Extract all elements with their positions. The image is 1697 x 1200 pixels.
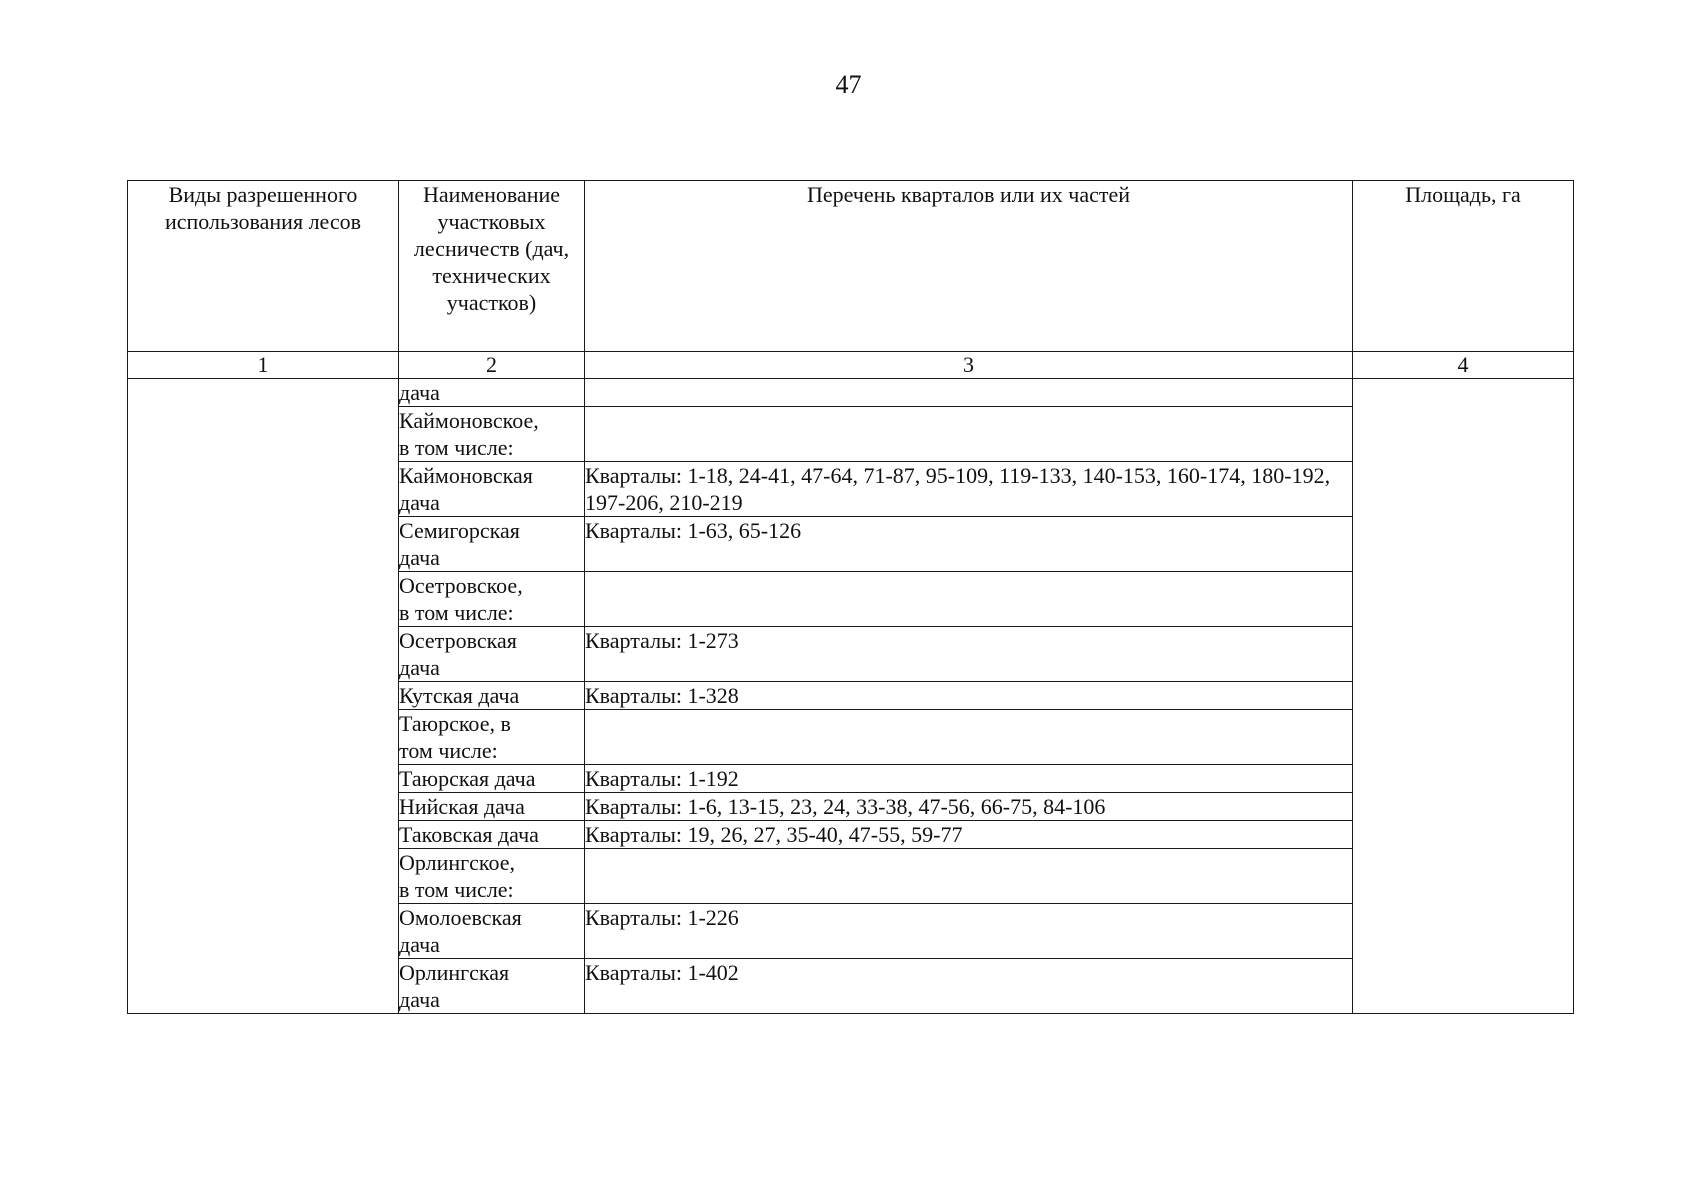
header-row: [128, 181, 1574, 352]
quarters-cell: [585, 379, 1353, 407]
forestry-name-cell: Омолоевская дача: [399, 904, 585, 959]
header-permitted-use-label: Виды разрешенного использования лесов: [164, 182, 362, 234]
forestry-name-cell: Кутская дача: [399, 682, 585, 710]
forestry-name-cell: дача: [399, 379, 585, 407]
forestry-name-cell: Таюрское, в том числе:: [399, 710, 585, 765]
column-number-row: [128, 352, 1574, 379]
forestry-name-cell: Семигорская дача: [399, 517, 585, 572]
permitted-use-cell: [128, 379, 399, 1014]
forestry-name-cell: Орлингская дача: [399, 959, 585, 1014]
column-number: 4: [1353, 352, 1574, 379]
header-permitted-use: [128, 181, 399, 352]
forestry-name-cell: Таковская дача: [399, 821, 585, 849]
header-forestry-name-label: Наименование участковых лесничеств (дач, технических участков): [413, 182, 570, 315]
quarters-cell: Кварталы: 1-6, 13-15, 23, 24, 33-38, 47-56, 66-75, 84-106: [585, 793, 1353, 821]
quarters-cell: [585, 407, 1353, 462]
quarters-cell: [585, 849, 1353, 904]
forest-use-table: [127, 180, 1574, 1014]
area-cell: [1353, 379, 1574, 1014]
header-quarters-list: [585, 181, 1353, 352]
quarters-cell: Кварталы: 1-63, 65-126: [585, 517, 1353, 572]
quarters-cell: [585, 572, 1353, 627]
header-forestry-name: [399, 181, 585, 352]
column-number: 2: [399, 352, 585, 379]
page-number: 47: [835, 70, 862, 99]
header-area: [1353, 181, 1574, 352]
forestry-name-cell: Осетровская дача: [399, 627, 585, 682]
header-area-label: Площадь, га: [1405, 182, 1521, 207]
quarters-cell: Кварталы: 1-273: [585, 627, 1353, 682]
quarters-cell: [585, 710, 1353, 765]
header-quarters-list-label: Перечень кварталов или их частей: [806, 182, 1131, 207]
forestry-name-cell: Каймоновское, в том числе:: [399, 407, 585, 462]
forestry-name-cell: Нийская дача: [399, 793, 585, 821]
forestry-name-cell: Каймоновская дача: [399, 462, 585, 517]
table-row: [128, 379, 1574, 407]
quarters-cell: Кварталы: 1-402: [585, 959, 1353, 1014]
quarters-cell: Кварталы: 1-192: [585, 765, 1353, 793]
quarters-cell: Кварталы: 1-328: [585, 682, 1353, 710]
quarters-cell: Кварталы: 1-226: [585, 904, 1353, 959]
quarters-cell: Кварталы: 1-18, 24-41, 47-64, 71-87, 95-109, 119-133, 140-153, 160-174, 180-192, 197-206, 210-219: [585, 462, 1353, 517]
forestry-name-cell: Орлингское, в том числе:: [399, 849, 585, 904]
forestry-name-cell: Осетровское, в том числе:: [399, 572, 585, 627]
quarters-cell: Кварталы: 19, 26, 27, 35-40, 47-55, 59-77: [585, 821, 1353, 849]
column-number: 1: [128, 352, 399, 379]
forestry-name-cell: Таюрская дача: [399, 765, 585, 793]
column-number: 3: [585, 352, 1353, 379]
